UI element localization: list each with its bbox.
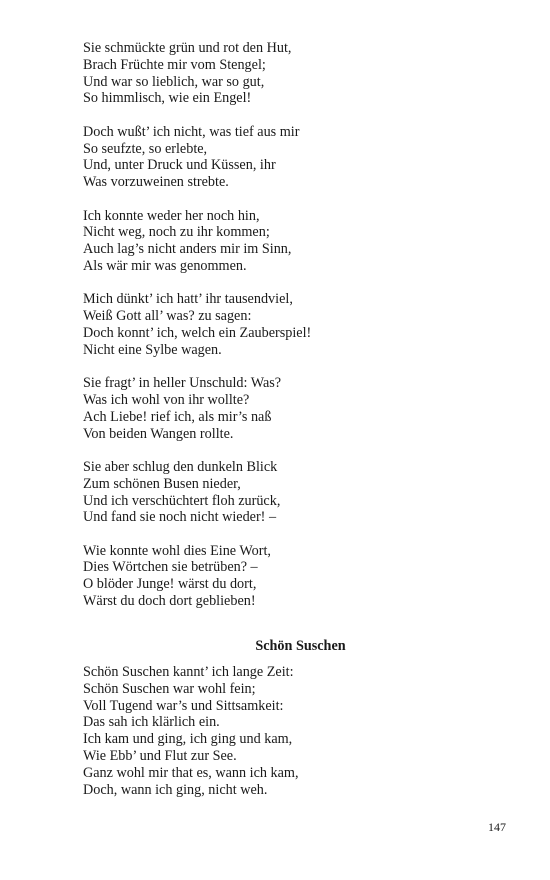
stanza (83, 124, 483, 191)
stanza (83, 459, 483, 526)
verse-line: Das sah ich klärlich ein. (83, 714, 220, 731)
verse-line: Dies Wörtchen sie betrüben? – (83, 559, 258, 576)
verse-line: Ich kam und ging, ich ging und kam, (83, 731, 293, 748)
verse-line: Was vorzuweinen strebte. (83, 174, 229, 191)
verse-line: Mich dünkt’ ich hatt’ ihr tausendviel, (83, 291, 293, 308)
verse-line: Schön Suschen war wohl fein; (83, 680, 256, 697)
verse-line: Ganz wohl mir that es, wann ich kam, (83, 764, 299, 781)
poem-title: Schön Suschen (255, 638, 346, 654)
stanza (83, 40, 483, 107)
stanza (83, 208, 483, 275)
verse-line: Ach Liebe! rief ich, als mir’s naß (83, 408, 272, 425)
verse-line: Weiß Gott all’ was? zu sagen: (83, 308, 252, 325)
verse-line: Sie fragt’ in heller Unschuld: Was? (83, 375, 282, 392)
poem-schoen-suschen (83, 664, 483, 815)
stanza (83, 375, 483, 442)
verse-line: Nicht weg, noch zu ihr kommen; (83, 224, 270, 241)
verse-line: Und ich verschüchtert floh zurück, (83, 492, 281, 509)
verse-line: Doch, wann ich ging, nicht weh. (83, 781, 268, 798)
verse-line: Wie Ebb’ und Flut zur See. (83, 747, 237, 764)
verse-line: Ich konnte weder her noch hin, (83, 207, 260, 224)
verse-line: So seufzte, so erlebte, (83, 140, 208, 157)
verse-line: Wie konnte wohl dies Eine Wort, (83, 542, 271, 559)
page-number: 147 (488, 820, 506, 834)
verse-line: Voll Tugend war’s und Sittsamkeit: (83, 697, 284, 714)
verse-line: Schön Suschen kannt’ ich lange Zeit: (83, 664, 294, 680)
poem-continuation (83, 40, 483, 626)
verse-line: Und war so lieblich, war so gut, (83, 73, 265, 90)
verse-line: Sie schmückte grün und rot den Hut, (83, 40, 292, 56)
stanza (83, 664, 483, 798)
verse-line: Und, unter Druck und Küssen, ihr (83, 157, 276, 174)
stanza (83, 543, 483, 610)
verse-line: Zum schönen Busen nieder, (83, 475, 241, 492)
verse-line: So himmlisch, wie ein Engel! (83, 90, 252, 107)
verse-line: Doch konnt’ ich, welch ein Zauberspiel! (83, 324, 312, 341)
verse-line: Und fand sie noch nicht wieder! – (83, 509, 277, 526)
verse-line: Was ich wohl von ihr wollte? (83, 391, 250, 408)
verse-line: Als wär mir was genommen. (83, 257, 247, 274)
stanza (83, 291, 483, 358)
verse-line: Wärst du doch dort geblieben! (83, 593, 256, 610)
verse-line: Doch wußt’ ich nicht, was tief aus mir (83, 123, 300, 140)
verse-line: Auch lag’s nicht anders mir im Sinn, (83, 241, 292, 258)
verse-line: O blöder Junge! wärst du dort, (83, 576, 257, 593)
verse-line: Brach Früchte mir vom Stengel; (83, 56, 266, 73)
verse-line: Nicht eine Sylbe wagen. (83, 341, 222, 358)
verse-line: Sie aber schlug den dunkeln Blick (83, 458, 278, 475)
verse-line: Von beiden Wangen rollte. (83, 425, 234, 442)
